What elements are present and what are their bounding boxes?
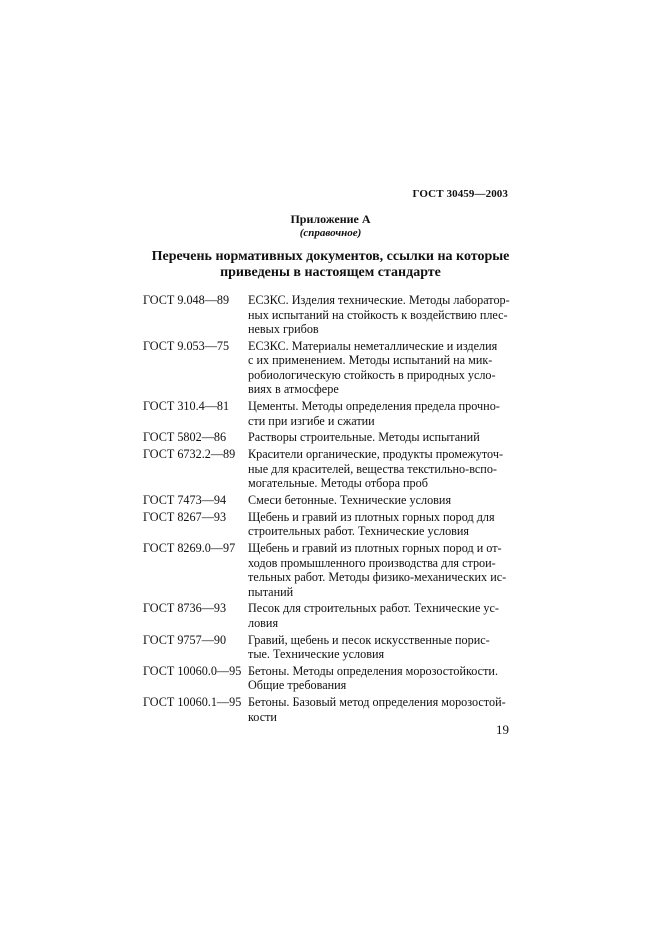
section-title-line: приведены в настоящем стандарте <box>220 265 441 280</box>
reference-description-line: невых грибов <box>248 322 319 336</box>
reference-description-line: с их применением. Методы испытаний на мик- <box>248 353 493 368</box>
reference-description <box>248 293 511 337</box>
reference-row <box>143 399 511 428</box>
reference-description-line: кости <box>248 709 277 724</box>
reference-row <box>143 430 511 445</box>
reference-description-line: ходов промышленного производства для строи- <box>248 555 496 570</box>
reference-description <box>248 430 511 445</box>
appendix-note: (справочное) <box>299 227 362 239</box>
reference-code: ГОСТ 6732.2—89 <box>143 447 236 462</box>
reference-description-line: виях в атмосфере <box>248 382 339 397</box>
reference-description-line: ЕСЗКС. Материалы неметаллические и изделия <box>248 338 498 353</box>
reference-description-line: сти при изгибе и сжатии <box>248 413 375 428</box>
reference-row <box>143 339 511 397</box>
reference-description <box>248 510 511 539</box>
reference-code: ГОСТ 310.4—81 <box>143 399 230 414</box>
appendix-title: Приложение А <box>290 212 371 226</box>
reference-description <box>248 601 511 630</box>
reference-description-line: Цементы. Методы определения предела прочно- <box>248 399 500 414</box>
page-number: 19 <box>496 722 509 737</box>
reference-description-line: Песок для строительных работ. Технические ус- <box>248 601 499 616</box>
reference-code: ГОСТ 8267—93 <box>143 509 227 524</box>
reference-description-line: Бетоны. Базовый метод определения морозостой- <box>248 695 506 710</box>
section-title <box>120 249 541 281</box>
reference-description-line: Красители органические, продукты промежуточ- <box>248 447 504 462</box>
reference-row <box>143 510 511 539</box>
reference-row <box>143 633 511 662</box>
reference-row <box>143 493 511 508</box>
reference-description-line: ловия <box>248 615 279 630</box>
reference-description-line: пытаний <box>248 584 294 599</box>
reference-row <box>143 293 511 337</box>
reference-row <box>143 695 511 724</box>
reference-row <box>143 447 511 491</box>
reference-description-line: ЕСЗКС. Изделия технические. Методы лаборатор- <box>248 293 510 307</box>
reference-description-line: Растворы строительные. Методы испытаний <box>248 430 480 445</box>
reference-description-line: ных испытаний на стойкость к воздействию плес- <box>248 307 508 322</box>
reference-description <box>248 399 511 428</box>
reference-row <box>143 664 511 693</box>
reference-description <box>248 339 511 397</box>
reference-code: ГОСТ 10060.0—95 <box>143 663 242 678</box>
reference-code: ГОСТ 8736—93 <box>143 601 227 616</box>
reference-description-line: тельных работ. Методы физико-механических ис- <box>248 570 507 585</box>
reference-description-line: Щебень и гравий из плотных горных пород для <box>248 509 495 524</box>
reference-description <box>248 695 511 724</box>
reference-code: ГОСТ 10060.1—95 <box>143 695 242 710</box>
reference-description-line: Смеси бетонные. Технические условия <box>248 492 452 507</box>
reference-description-line: Гравий, щебень и песок искусственные порис- <box>248 632 490 647</box>
reference-description <box>248 541 511 599</box>
reference-code: ГОСТ 9.048—89 <box>143 293 230 307</box>
reference-description-line: строительных работ. Технические условия <box>248 524 470 539</box>
reference-row <box>143 601 511 630</box>
reference-row <box>143 541 511 599</box>
reference-description-line: Бетоны. Методы определения морозостойкости. <box>248 663 498 678</box>
reference-description <box>248 493 511 508</box>
standard-code-header: ГОСТ 30459—2003 <box>412 188 508 200</box>
section-title-line: Перечень нормативных документов, ссылки на которые <box>151 249 510 264</box>
reference-description-line: Общие требования <box>248 678 347 693</box>
reference-code: ГОСТ 7473—94 <box>143 492 227 507</box>
reference-description-line: ные для красителей, вещества текстильно-вспо- <box>248 461 497 476</box>
reference-code: ГОСТ 9.053—75 <box>143 338 230 353</box>
reference-description <box>248 664 511 693</box>
reference-description <box>248 447 511 491</box>
reference-description-line: могательные. Методы отбора проб <box>248 476 428 491</box>
reference-description-line: тые. Технические условия <box>248 647 385 662</box>
reference-code: ГОСТ 9757—90 <box>143 632 227 647</box>
reference-description-line: робиологическую стойкость в природных усло- <box>248 367 496 382</box>
references-list <box>143 293 511 727</box>
reference-code: ГОСТ 5802—86 <box>143 430 227 445</box>
reference-description-line: Щебень и гравий из плотных горных пород и от- <box>248 541 502 556</box>
reference-code: ГОСТ 8269.0—97 <box>143 541 236 556</box>
reference-description <box>248 633 511 662</box>
